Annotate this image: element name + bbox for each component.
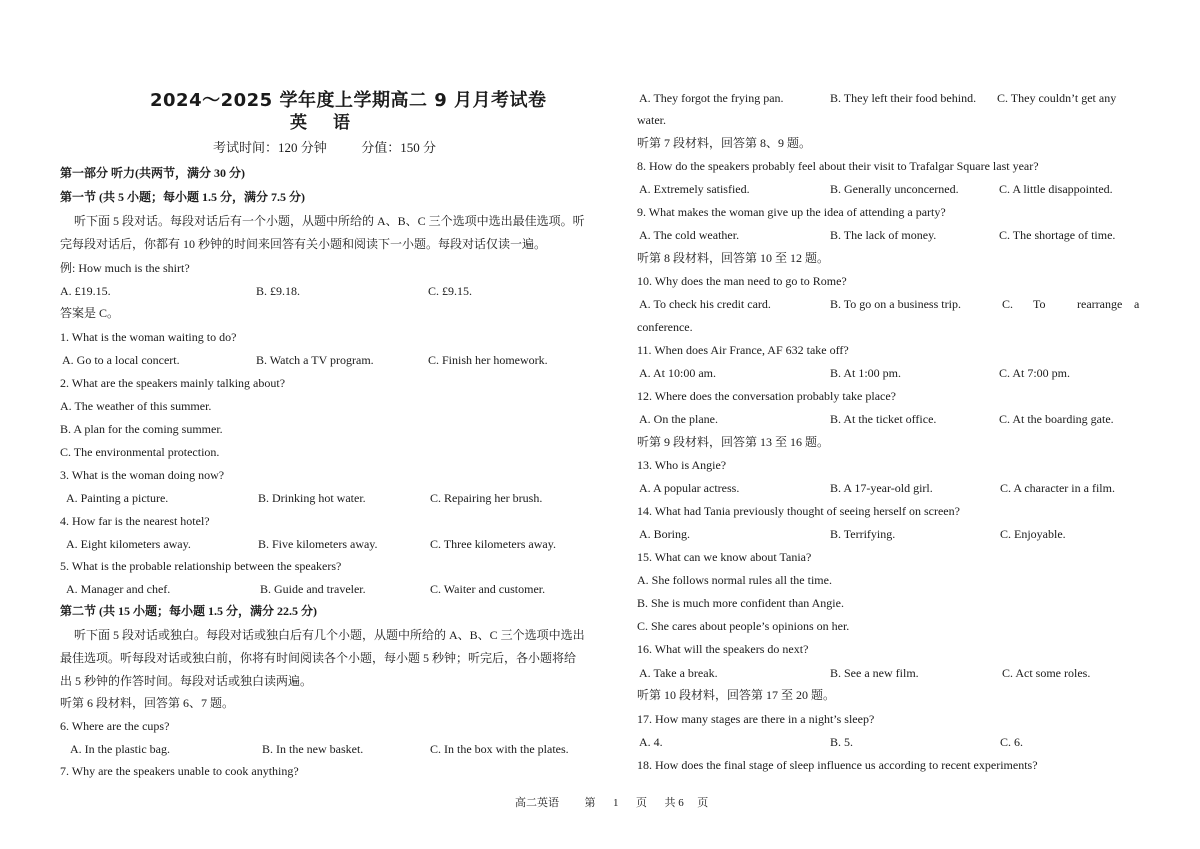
question-7: 7. Why are the speakers unable to cook anything?	[60, 764, 299, 778]
question-1-options	[60, 353, 580, 368]
option-a: A. Painting a picture.	[66, 491, 169, 505]
option-c: C. Act some roles.	[1002, 666, 1091, 680]
option-b: B. Generally unconcerned.	[830, 182, 959, 196]
option-b: B. Guide and traveler.	[260, 582, 366, 596]
question-18: 18. How does the final stage of sleep influence us according to recent experiments?	[637, 758, 1038, 772]
option-b: B. At the ticket office.	[830, 412, 937, 426]
exam-score: 分值：150 分	[361, 140, 437, 155]
footer-page-number: 1	[613, 797, 619, 809]
question-8: 8. How do the speakers probably feel about their visit to Trafalgar Square last year?	[637, 159, 1039, 173]
question-7-options	[637, 91, 1142, 106]
option-b: B. At 1:00 pm.	[830, 366, 902, 380]
option-b: B. Terrifying.	[830, 527, 896, 541]
question-17: 17. How many stages are there in a night’s sleep?	[637, 712, 875, 726]
section1-heading: 第一节 (共 5 小题；每小题 1.5 分，满分 7.5 分)	[60, 190, 305, 204]
option-b: B. 5.	[830, 735, 854, 749]
question-11-options	[637, 366, 1142, 381]
exam-info	[213, 137, 436, 156]
footer-subject: 高二英语	[515, 797, 559, 809]
question-1: 1. What is the woman waiting to do?	[60, 330, 237, 344]
option-c: C. Three kilometers away.	[430, 537, 556, 551]
option-c: C. In the box with the plates.	[430, 742, 569, 756]
question-14: 14. What had Tania previously thought of seeing herself on screen?	[637, 504, 960, 518]
option-b: B. Five kilometers away.	[258, 537, 378, 551]
question-10-options	[637, 297, 1142, 312]
footer-total-suffix: 页	[697, 797, 709, 809]
question-15-option-c: C. She cares about people’s opinions on her.	[637, 619, 850, 633]
question-15-option-a: A. She follows normal rules all the time.	[637, 573, 832, 587]
option-c: C. At 7:00 pm.	[999, 366, 1071, 380]
footer-page-prefix: 第	[584, 797, 596, 809]
question-5: 5. What is the probable relationship between the speakers?	[60, 559, 342, 573]
option-b: B. To go on a business trip.	[830, 297, 961, 311]
question-14-options	[637, 527, 1142, 542]
exam-time: 考试时间：120 分钟	[213, 140, 327, 155]
option-a: A. In the plastic bag.	[70, 742, 170, 756]
option-b: B. See a new film.	[830, 666, 919, 680]
option-c: C. A little disappointed.	[999, 182, 1113, 196]
option-b: B. The lack of money.	[830, 228, 937, 242]
question-17-options	[637, 735, 1142, 750]
question-13-options	[637, 481, 1142, 496]
option-c: C. A character in a film.	[1000, 481, 1115, 495]
page-footer	[515, 794, 708, 810]
option-a: A. Eight kilometers away.	[66, 537, 191, 551]
question-4: 4. How far is the nearest hotel?	[60, 514, 210, 528]
section2-instructions-1: 听下面 5 段对话或独白。每段对话或独白后有几个小题，从题中所给的 A、B、C 三个选项中选出	[74, 628, 585, 642]
question-2-option-b: B. A plan for the coming summer.	[60, 422, 223, 436]
question-5-options	[60, 582, 580, 597]
question-4-options	[60, 537, 580, 552]
question-3-options	[60, 491, 580, 506]
option-c-label: C.	[1002, 297, 1014, 311]
listening-9-heading: 听第 9 段材料，回答第 13 至 16 题。	[637, 435, 830, 449]
question-6: 6. Where are the cups?	[60, 719, 170, 733]
option-b: B. In the new basket.	[262, 742, 364, 756]
option-c: C. Repairing her brush.	[430, 491, 543, 505]
footer-total-number: 6	[678, 797, 684, 809]
option-a: A. They forgot the frying pan.	[639, 91, 784, 105]
option-a: A. Boring.	[639, 527, 690, 541]
option-c: C. They couldn’t get any	[997, 91, 1117, 105]
listening-10-heading: 听第 10 段材料，回答第 17 至 20 题。	[637, 688, 836, 702]
option-c-word-2: rearrange	[1077, 297, 1123, 311]
listening-7-heading: 听第 7 段材料，回答第 8、9 题。	[637, 136, 812, 150]
question-13: 13. Who is Angie?	[637, 458, 727, 472]
option-b: B. They left their food behind.	[830, 91, 977, 105]
option-a: A. Take a break.	[639, 666, 718, 680]
exam-title: 2024～2025 学年度上学期高二 9 月月考试卷	[150, 90, 547, 111]
option-a: A. The cold weather.	[639, 228, 740, 242]
question-12-options	[637, 412, 1142, 427]
section1-instructions-2: 完每段对话后，你都有 10 秒钟的时间来回答有关小题和阅读下一小题。每段对话仅读一遍。	[60, 237, 547, 251]
option-c: C. 6.	[1000, 735, 1024, 749]
option-c-word-3: a	[1134, 297, 1140, 311]
example-options	[60, 284, 580, 299]
option-b: B. A 17-year-old girl.	[830, 481, 933, 495]
section1-instructions-1: 听下面 5 段对话。每段对话后有一个小题，从题中所给的 A、B、C 三个选项中选出最佳选项。听	[74, 214, 585, 228]
option-a: A. On the plane.	[639, 412, 718, 426]
option-c: C. The shortage of time.	[999, 228, 1116, 242]
question-6-options	[60, 742, 580, 757]
option-b: B. £9.18.	[256, 284, 301, 298]
question-10-option-c-cont: conference.	[637, 320, 693, 334]
question-16: 16. What will the speakers do next?	[637, 642, 809, 656]
option-a: A. Manager and chef.	[66, 582, 171, 596]
listening-6-heading: 听第 6 段材料，回答第 6、7 题。	[60, 696, 235, 710]
listening-8-heading: 听第 8 段材料，回答第 10 至 12 题。	[637, 251, 830, 265]
part1-heading: 第一部分 听力(共两节，满分 30 分)	[60, 166, 245, 180]
question-15: 15. What can we know about Tania?	[637, 550, 812, 564]
question-11: 11. When does Air France, AF 632 take off?	[637, 343, 849, 357]
question-2-option-a: A. The weather of this summer.	[60, 399, 212, 413]
option-a: A. A popular actress.	[639, 481, 740, 495]
question-7-option-c-cont: water.	[637, 113, 666, 127]
section2-heading: 第二节 (共 15 小题；每小题 1.5 分，满分 22.5 分)	[60, 604, 317, 618]
example-answer: 答案是 C。	[60, 306, 120, 320]
section2-instructions-3: 出 5 秒钟的作答时间。每段对话或独白读两遍。	[60, 674, 313, 688]
question-2: 2. What are the speakers mainly talking about?	[60, 376, 286, 390]
example-question: 例: How much is the shirt?	[60, 261, 190, 275]
question-10: 10. Why does the man need to go to Rome?	[637, 274, 847, 288]
option-c: C. £9.15.	[428, 284, 473, 298]
question-9: 9. What makes the woman give up the idea of attending a party?	[637, 205, 946, 219]
footer-page-suffix: 页	[636, 797, 647, 809]
subject-heading: 英语	[290, 113, 376, 133]
option-c-word-1: To	[1033, 297, 1046, 311]
option-a: A. 4.	[639, 735, 663, 749]
question-12: 12. Where does the conversation probably take place?	[637, 389, 897, 403]
question-3: 3. What is the woman doing now?	[60, 468, 225, 482]
question-9-options	[637, 228, 1142, 243]
question-16-options	[637, 666, 1142, 681]
section2-instructions-2: 最佳选项。听每段对话或独白前，你将有时间阅读各个小题，每小题 5 秒钟；听完后，各小题将给	[60, 651, 577, 665]
option-c: C. Finish her homework.	[428, 353, 548, 367]
option-a: A. At 10:00 am.	[639, 366, 716, 380]
option-a: A. Extremely satisfied.	[639, 182, 750, 196]
option-a: A. To check his credit card.	[639, 297, 771, 311]
option-a: A. Go to a local concert.	[62, 353, 180, 367]
footer-total-prefix: 共	[664, 797, 676, 809]
option-b: B. Watch a TV program.	[256, 353, 374, 367]
option-b: B. Drinking hot water.	[258, 491, 366, 505]
option-c: C. Waiter and customer.	[430, 582, 546, 596]
question-8-options	[637, 182, 1142, 197]
option-c: C. Enjoyable.	[1000, 527, 1066, 541]
option-c: C. At the boarding gate.	[999, 412, 1114, 426]
question-15-option-b: B. She is much more confident than Angie.	[637, 596, 844, 610]
question-2-option-c: C. The environmental protection.	[60, 445, 220, 459]
option-a: A. £19.15.	[60, 284, 111, 298]
